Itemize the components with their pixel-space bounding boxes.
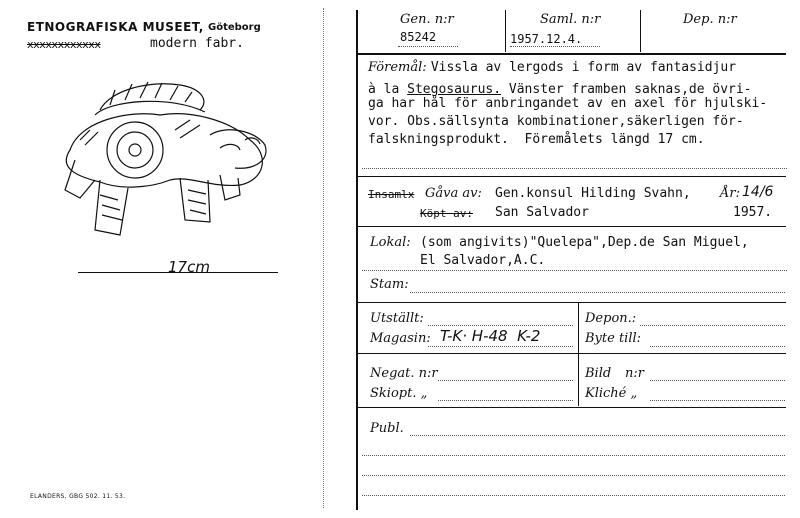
museum-city: Göteborg <box>208 22 261 33</box>
utstallt-dots <box>428 325 573 326</box>
lokal-line1: (som angivits)"Quelepa",Dep.de San Miguel, <box>420 235 749 250</box>
museum-name: ETNOGRAFISKA MUSEET, <box>27 20 204 34</box>
foremal-line4: vor. Obs.sällsynta kombinationer,säkerligen för- <box>368 114 744 129</box>
foremal-line2-post: Vänster framben saknas,de övri- <box>501 82 752 97</box>
foremal-dots <box>362 168 787 169</box>
stam-dots <box>410 292 785 293</box>
kliche-dots <box>650 400 785 401</box>
negat-dots <box>438 380 573 381</box>
lokal-line2: El Salvador,A.C. <box>420 253 546 268</box>
foremal-line1: Vissla av lergods i form av fantasidjur <box>430 60 737 75</box>
utstallt-label: Utställt: <box>370 311 424 326</box>
printer-mark: ELANDERS, GBG 502. 11. 53. <box>30 493 126 500</box>
gen-value: 85242 <box>400 30 437 44</box>
depon-dots <box>640 325 785 326</box>
gen-dots <box>398 46 458 47</box>
byte-dots <box>650 346 785 347</box>
gava-bottom-rule <box>356 226 786 227</box>
foremal-line2-pre: à la <box>368 82 408 97</box>
publ-dots-1 <box>410 435 785 436</box>
gen-label: Gen. n:r <box>400 12 454 27</box>
kliche-label: Kliché „ <box>585 386 638 401</box>
depon-label: Depon.: <box>585 311 637 326</box>
gava-year: 1957. <box>733 205 773 220</box>
lokal-label: Lokal: <box>370 235 411 250</box>
crossed-out-text: xxxxxxxxxxxx <box>27 38 101 51</box>
stam-label: Stam: <box>370 277 409 292</box>
byte-label: Byte till: <box>585 331 642 346</box>
magasin-value: T-K· H-48 K-2 <box>440 327 541 345</box>
stam-bottom-rule <box>356 302 786 303</box>
gava-value: Gen.konsul Hilding Svahn, <box>495 186 691 201</box>
skiopt-dots <box>438 400 573 401</box>
ar-day: 14/6 <box>742 184 774 200</box>
header-divider-1 <box>505 10 506 52</box>
gava-value2: San Salvador <box>495 205 589 220</box>
perforation-line <box>323 8 324 508</box>
mid-divider-2 <box>578 354 579 406</box>
saml-value: 1957.12.4. <box>510 32 583 46</box>
skiopt-label: Skiopt. „ <box>370 386 428 401</box>
foremal-label: Föremål: <box>368 60 427 75</box>
skiopt-bottom-rule <box>356 407 786 408</box>
foremal-line3: ga har hål för anbringandet av en axel för hjulski- <box>368 96 768 111</box>
foremal-bottom-rule <box>356 176 786 177</box>
saml-dots <box>510 46 600 47</box>
publ-dots-2 <box>362 455 785 456</box>
header-bottom-rule <box>356 53 786 55</box>
publ-label: Publ. <box>370 421 404 436</box>
dep-label: Dep. n:r <box>683 12 737 27</box>
bild-dots <box>650 380 785 381</box>
negat-label: Negat. n:r <box>370 366 438 381</box>
gava-crossed2: Köpt av: <box>420 207 473 220</box>
gava-crossed1: Insamlx <box>368 188 415 201</box>
manufacture-note: modern fabr. <box>150 36 244 51</box>
bild-label: Bild <box>585 366 612 381</box>
object-sketch <box>40 70 290 250</box>
bild-value: n:r <box>625 366 644 381</box>
ar-label: År: <box>720 186 740 201</box>
header-divider-2 <box>640 10 641 52</box>
card-left-border <box>356 10 358 510</box>
magasin-dots <box>428 346 573 347</box>
publ-dots-4 <box>362 495 785 496</box>
saml-label: Saml. n:r <box>540 12 601 27</box>
foremal-line5: falskningsprodukt. Föremålets längd 17 cm. <box>368 132 705 147</box>
scale-label: 17cm <box>168 258 210 276</box>
magasin-label: Magasin: <box>370 331 431 346</box>
foremal-species: Stegosaurus. <box>407 82 502 97</box>
publ-dots-3 <box>362 475 785 476</box>
gava-label: Gåva av: <box>425 186 482 201</box>
foremal-block <box>368 60 788 150</box>
magasin-bottom-rule <box>356 353 786 354</box>
scale-line <box>78 272 278 273</box>
mid-divider-1 <box>578 303 579 353</box>
lokal-dots <box>362 270 787 271</box>
